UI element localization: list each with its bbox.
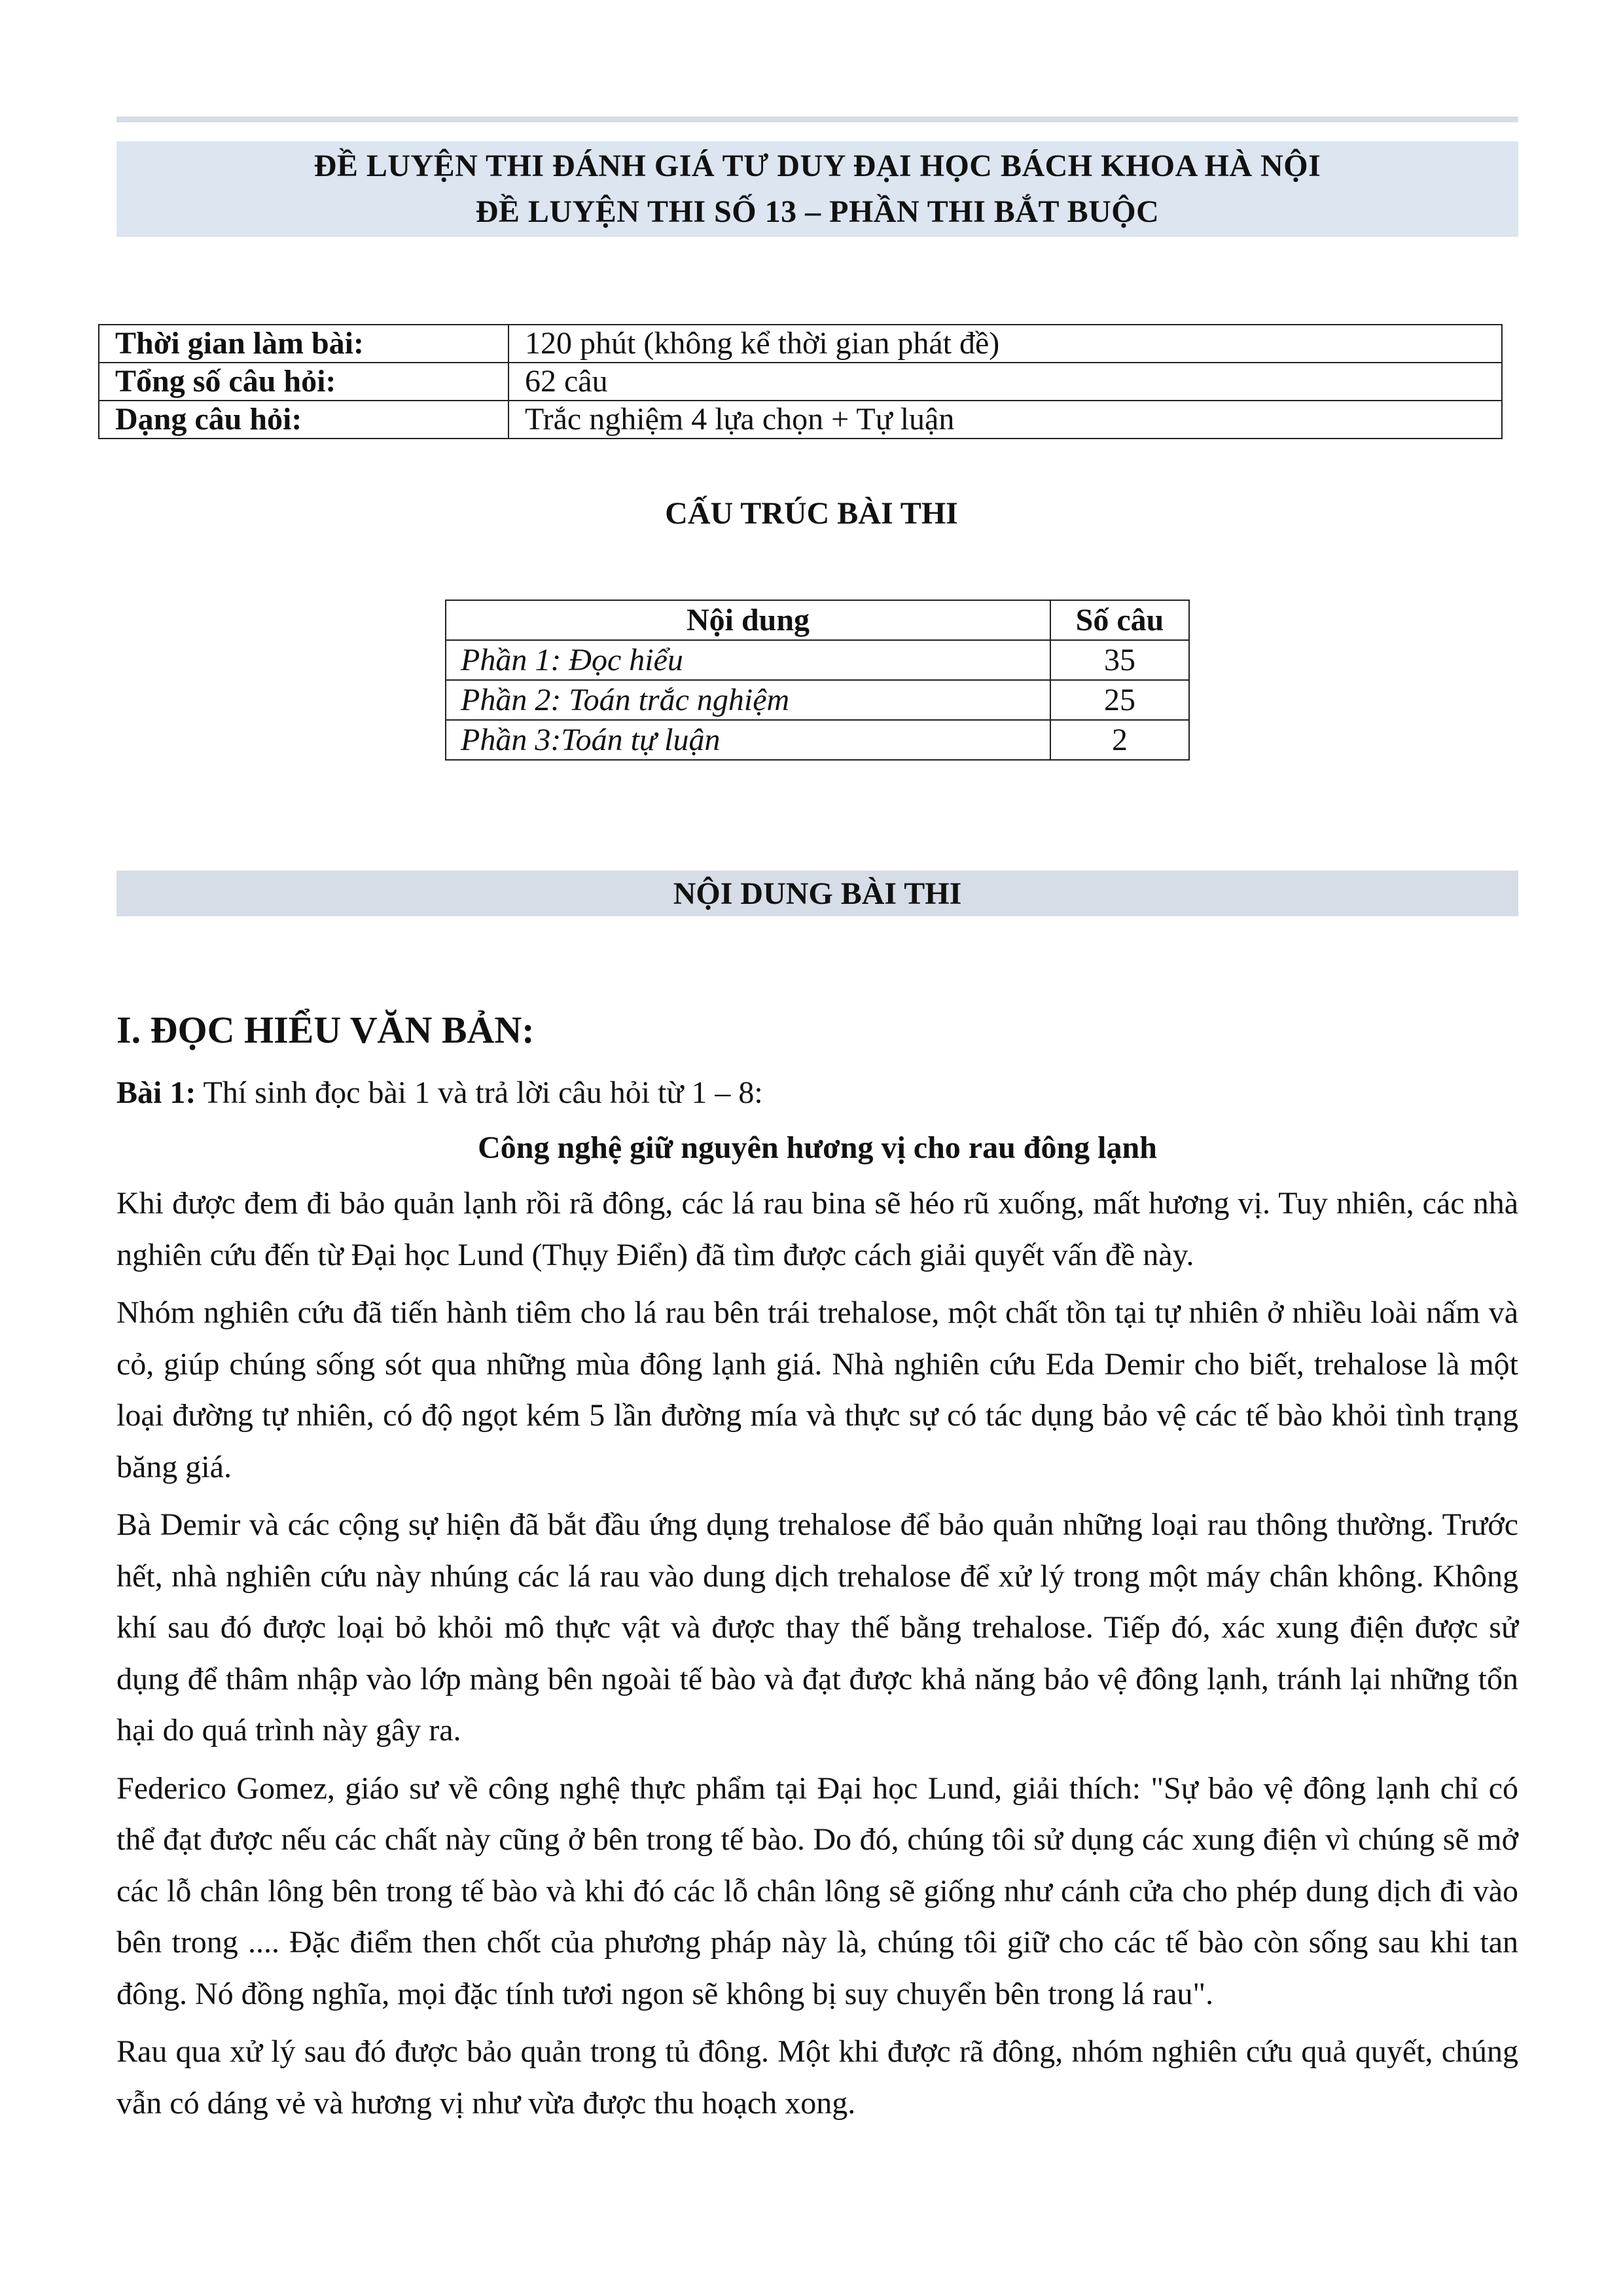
lesson-instruction: Thí sinh đọc bài 1 và trả lời câu hỏi từ 1 – 8: xyxy=(196,1075,763,1110)
info-label: Tổng số câu hỏi: xyxy=(99,363,508,401)
table-row xyxy=(99,325,1502,363)
info-value: Trắc nghiệm 4 lựa chọn + Tự luận xyxy=(508,401,1502,439)
paragraph: Federico Gomez, giáo sư về công nghệ thực phẩm tại Đại học Lund, giải thích: "Sự bảo vệ đông lạnh chỉ có thể đạt được nếu các chất này cũng ở bên trong tế bào. Do đó, chúng tôi sử dụng các xung điện vì chúng sẽ mở các lỗ chân lông bên trong tế bào và khi đó các lỗ chân lông sẽ giống như cánh cửa cho phép dung dịch đi vào bên trong .... Đặc điểm then chốt của phương pháp này là, chúng tôi giữ cho các tế bào còn sống sau khi tan đông. Nó đồng nghĩa, mọi đặc tính tươi ngon sẽ không bị suy chuyển bên trong lá rau". xyxy=(116,1770,1518,2011)
exam-title: ĐỀ LUYỆN THI ĐÁNH GIÁ TƯ DUY ĐẠI HỌC BÁCH KHOA HÀ NỘI xyxy=(313,149,1321,183)
table-row xyxy=(446,720,1189,760)
paragraph: Bà Demir và các cộng sự hiện đã bắt đầu ứng dụng trehalose để bảo quản những loại rau thông thường. Trước hết, nhà nghiên cứu này nhúng các lá rau vào dung dịch trehalose để xử lý trong một máy chân không. Không khí sau đó được loại bỏ khỏi mô thực vật và được thay thế bằng trehalose. Tiếp đó, xác xung điện được sử dụng để thâm nhập vào lớp màng bên ngoài tế bào và đạt được khả năng bảo vệ đông lạnh, tránh lại những tổn hại do quá trình này gây ra. xyxy=(116,1507,1518,1748)
lesson-intro xyxy=(116,1066,1518,1121)
section-heading: I. ĐỌC HIỂU VĂN BẢN: xyxy=(116,1009,535,1051)
exam-subtitle: ĐỀ LUYỆN THI SỐ 13 – PHẦN THI BẮT BUỘC xyxy=(475,194,1160,229)
info-value: 62 câu xyxy=(508,363,1502,401)
part-name: Phần 2: Toán trắc nghiệm xyxy=(446,680,1050,720)
column-header-content: Nội dung xyxy=(446,600,1050,640)
info-label: Thời gian làm bài: xyxy=(99,325,508,363)
question-count: 25 xyxy=(1050,680,1189,720)
exam-header xyxy=(116,141,1518,237)
content-heading: NỘI DUNG BÀI THI xyxy=(116,870,1518,916)
article-title: Công nghệ giữ nguyên hương vị cho rau đông lạnh xyxy=(478,1130,1157,1165)
structure-table xyxy=(445,600,1190,761)
question-count: 35 xyxy=(1050,640,1189,680)
table-row xyxy=(99,401,1502,439)
paragraph: Khi được đem đi bảo quản lạnh rồi rã đông, các lá rau bina sẽ héo rũ xuống, mất hương vị. Tuy nhiên, các nhà nghiên cứu đến từ Đại học Lund (Thụy Điển) đã tìm được cách giải quyết vấn đề này. xyxy=(116,1186,1518,1272)
table-row xyxy=(446,680,1189,720)
table-row xyxy=(99,363,1502,401)
table-row xyxy=(446,640,1189,680)
paragraph: Rau qua xử lý sau đó được bảo quản trong tủ đông. Một khi được rã đông, nhóm nghiên cứu quả quyết, chúng vẫn có dáng vẻ và hương vị như vừa được thu hoạch xong. xyxy=(116,2034,1518,2121)
column-header-count: Số câu xyxy=(1050,600,1189,640)
part-name: Phần 3:Toán tự luận xyxy=(446,720,1050,760)
question-count: 2 xyxy=(1050,720,1189,760)
structure-title: CẤU TRÚC BÀI THI xyxy=(665,496,958,531)
reading-section xyxy=(116,995,1518,2136)
top-divider xyxy=(116,117,1518,122)
table-header-row xyxy=(446,600,1189,640)
part-name: Phần 1: Đọc hiểu xyxy=(446,640,1050,680)
lesson-label: Bài 1: xyxy=(116,1075,196,1110)
info-value: 120 phút (không kể thời gian phát đề) xyxy=(508,325,1502,363)
exam-info-table xyxy=(98,324,1503,439)
info-label: Dạng câu hỏi: xyxy=(99,401,508,439)
paragraph: Nhóm nghiên cứu đã tiến hành tiêm cho lá rau bên trái trehalose, một chất tồn tại tự nhiên ở nhiều loài nấm và cỏ, giúp chúng sống sót qua những mùa đông lạnh giá. Nhà nghiên cứu Eda Demir cho biết, trehalose là một loại đường tự nhiên, có độ ngọt kém 5 lần đường mía và thực sự có tác dụng bảo vệ các tế bào khỏi tình trạng băng giá. xyxy=(116,1295,1518,1484)
